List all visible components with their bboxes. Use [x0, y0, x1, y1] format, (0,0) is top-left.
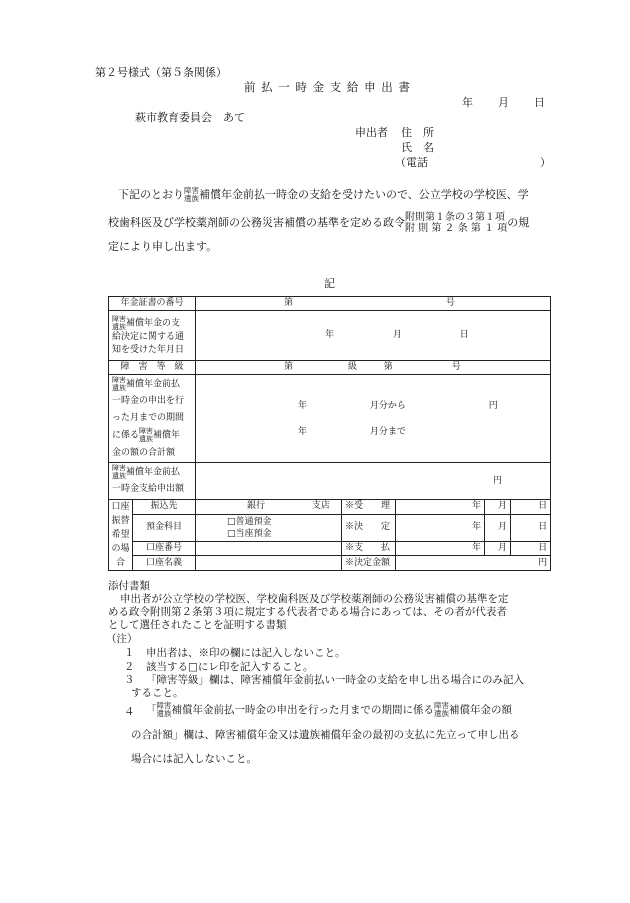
payment-nichi: 日: [511, 541, 551, 556]
note-3-number: ３: [124, 674, 135, 686]
checkbox-toza[interactable]: □当座預金: [227, 528, 272, 539]
page-title: 前 払 一 時 金 支 給 申 出 書: [244, 80, 411, 94]
payment-gatsu: 月: [485, 541, 511, 556]
attachments-heading: 添付書類: [108, 580, 150, 592]
note-1: 申出者は、※印の欄には記入しないこと。: [146, 647, 346, 659]
total-field[interactable]: [196, 375, 551, 463]
total-until: 月分まで: [369, 426, 406, 437]
ki-heading: 記: [324, 277, 335, 290]
grade-kyu: 級: [347, 362, 357, 372]
date-day: 日: [534, 96, 545, 109]
row-total: [109, 375, 551, 463]
applicant-label: 申出者: [355, 126, 388, 139]
stack-6: 障害 遺族: [434, 701, 449, 718]
account-group-label: 口座振替希望の場合: [109, 500, 133, 571]
attachments-line-2: める政令附則第２条第３項に規定する代表者である場合にあっては、その者が代表者: [108, 606, 507, 618]
account-no-field[interactable]: [196, 541, 342, 556]
row-account-no: [109, 541, 551, 556]
dai-label: 第: [284, 298, 294, 308]
grade-dai: 第: [284, 362, 294, 372]
address-label: 住 所: [401, 126, 434, 139]
stack-3: 障害 遺族: [139, 427, 154, 443]
phone-label: （電話: [395, 156, 428, 169]
receipt-nen[interactable]: 年: [396, 500, 485, 515]
body-line-3: 定により申し出ます。: [108, 240, 218, 253]
notes-heading: （注）: [106, 633, 138, 645]
request-label: 障害 遺族 補償年金前払 一時金支給申出額: [109, 463, 196, 500]
grade-label: 障 害 等 級: [109, 361, 196, 375]
body-line-2: 校歯科医及び学校薬剤師の公務災害補償の基準を定める政令 附則第１条の３第１項 附 則 第 ２ 条 第 １ 項 の規: [108, 212, 530, 234]
stack-4: 障害 遺族: [112, 463, 126, 480]
total-from: 月分から: [369, 400, 406, 411]
gatsu: 月: [392, 330, 402, 340]
grade-field[interactable]: [196, 361, 551, 375]
total-yen: 円: [488, 400, 498, 411]
decision-nen[interactable]: 年: [396, 514, 485, 541]
addressee: 萩市教育委員会 あて: [135, 111, 245, 124]
decision-gatsu: 月: [485, 514, 511, 541]
note-3a: 「障害等級」欄は、障害補償年金前払い一時金の支給を申し出る場合にのみ記入: [146, 674, 524, 686]
note-1-number: １: [124, 647, 135, 659]
total-label: 障害 遺族 補償年金前払 一時金の申出を行 った月までの期間 に係る 障害 遺族 補償年 金の額の合計額: [109, 375, 196, 463]
stack-shogai-izoku: 障害 遺族: [184, 186, 199, 203]
stack-1: 障害 遺族: [112, 314, 126, 331]
note-4-number: ４: [124, 706, 135, 718]
decided-amount-field[interactable]: 円: [396, 556, 551, 571]
grade-go: 号: [451, 362, 461, 372]
stack-2: 障害 遺族: [112, 375, 126, 392]
row-decision-date: [109, 311, 551, 361]
receipt-gatsu: 月: [485, 500, 511, 515]
payment-label: ※支 払: [342, 541, 396, 556]
branch-label: 支店: [311, 501, 330, 512]
application-table: [108, 296, 551, 571]
row-grade: [109, 361, 551, 375]
date-year: 年: [462, 96, 473, 109]
account-name-field[interactable]: [196, 556, 342, 571]
account-no-label: 口座番号: [133, 541, 196, 556]
decision-nichi: 日: [511, 514, 551, 541]
receipt-label: ※受 理: [342, 500, 396, 515]
phone-close: ）: [540, 156, 551, 169]
attachments-line-1: 申出者が公立学校の学校医、学校歯科医及び学校薬剤師の公務災害補償の基準を定: [120, 593, 509, 605]
bank-field[interactable]: [196, 500, 342, 515]
note-2: 該当する□にレ印を記入すること。: [146, 661, 314, 673]
nen: 年: [325, 330, 335, 340]
account-name-label: 口座名義: [133, 556, 196, 571]
note-4c: 場合には記入しないこと。: [131, 753, 257, 765]
note-4b: の合計額」欄は、障害補償年金又は遺族補償年金の最初の支払に先立って申し出る: [131, 729, 520, 741]
go-label: 号: [445, 298, 455, 308]
decision-label: 障害 遺族 補償年金の支 給決定に関する通 知を受けた年月日: [109, 311, 196, 361]
pension-no-field[interactable]: [196, 297, 551, 311]
nichi: 日: [459, 330, 469, 340]
name-label: 氏 名: [401, 141, 434, 154]
row-account-name: [109, 556, 551, 571]
bank-label: 銀行: [247, 501, 266, 512]
deposit-type-label: 預金科目: [133, 514, 196, 541]
note-3b: すること。: [131, 687, 184, 699]
decided-amount-label: ※決定金額: [342, 556, 396, 571]
row-pension-no: [109, 297, 551, 311]
decision-label-2: ※決 定: [342, 514, 396, 541]
date-month: 月: [498, 96, 509, 109]
note-2-number: ２: [124, 661, 135, 673]
deposit-type-options: [196, 514, 342, 541]
furikomi-label: 振込先: [133, 500, 196, 515]
attachments-line-3: として選任されたことを証明する書類: [108, 619, 287, 631]
receipt-nichi: 日: [511, 500, 551, 515]
decision-date-field[interactable]: [196, 311, 551, 361]
row-deposit-type: [109, 514, 551, 541]
stack-5: 障害 遺族: [156, 701, 172, 718]
payment-nen[interactable]: 年: [396, 541, 485, 556]
row-request: [109, 463, 551, 500]
row-furikomi: [109, 500, 551, 515]
note-4a: 「 障害 遺族 補償年金前払一時金の申出を行った月までの期間に係る 障害 遺族 補償年金の額: [146, 701, 512, 718]
pension-no-label: 年金証書の番号: [109, 297, 196, 311]
checkbox-futsu[interactable]: □普通預金: [227, 516, 272, 527]
request-field[interactable]: [196, 463, 551, 500]
total-from-nen: 年: [298, 400, 308, 411]
form-number: 第２号様式（第５条関係）: [95, 66, 227, 79]
grade-dai-2: 第: [383, 362, 393, 372]
body-line-1: 下記のとおり 障害 遺族 補償年金前払一時金の支給を受けたいので、公立学校の学校医、学: [118, 186, 529, 203]
stack-fusoku: 附則第１条の３第１項 附 則 第 ２ 条 第 １ 項: [405, 212, 508, 234]
request-yen: 円: [493, 475, 503, 486]
total-until-nen: 年: [298, 426, 308, 437]
